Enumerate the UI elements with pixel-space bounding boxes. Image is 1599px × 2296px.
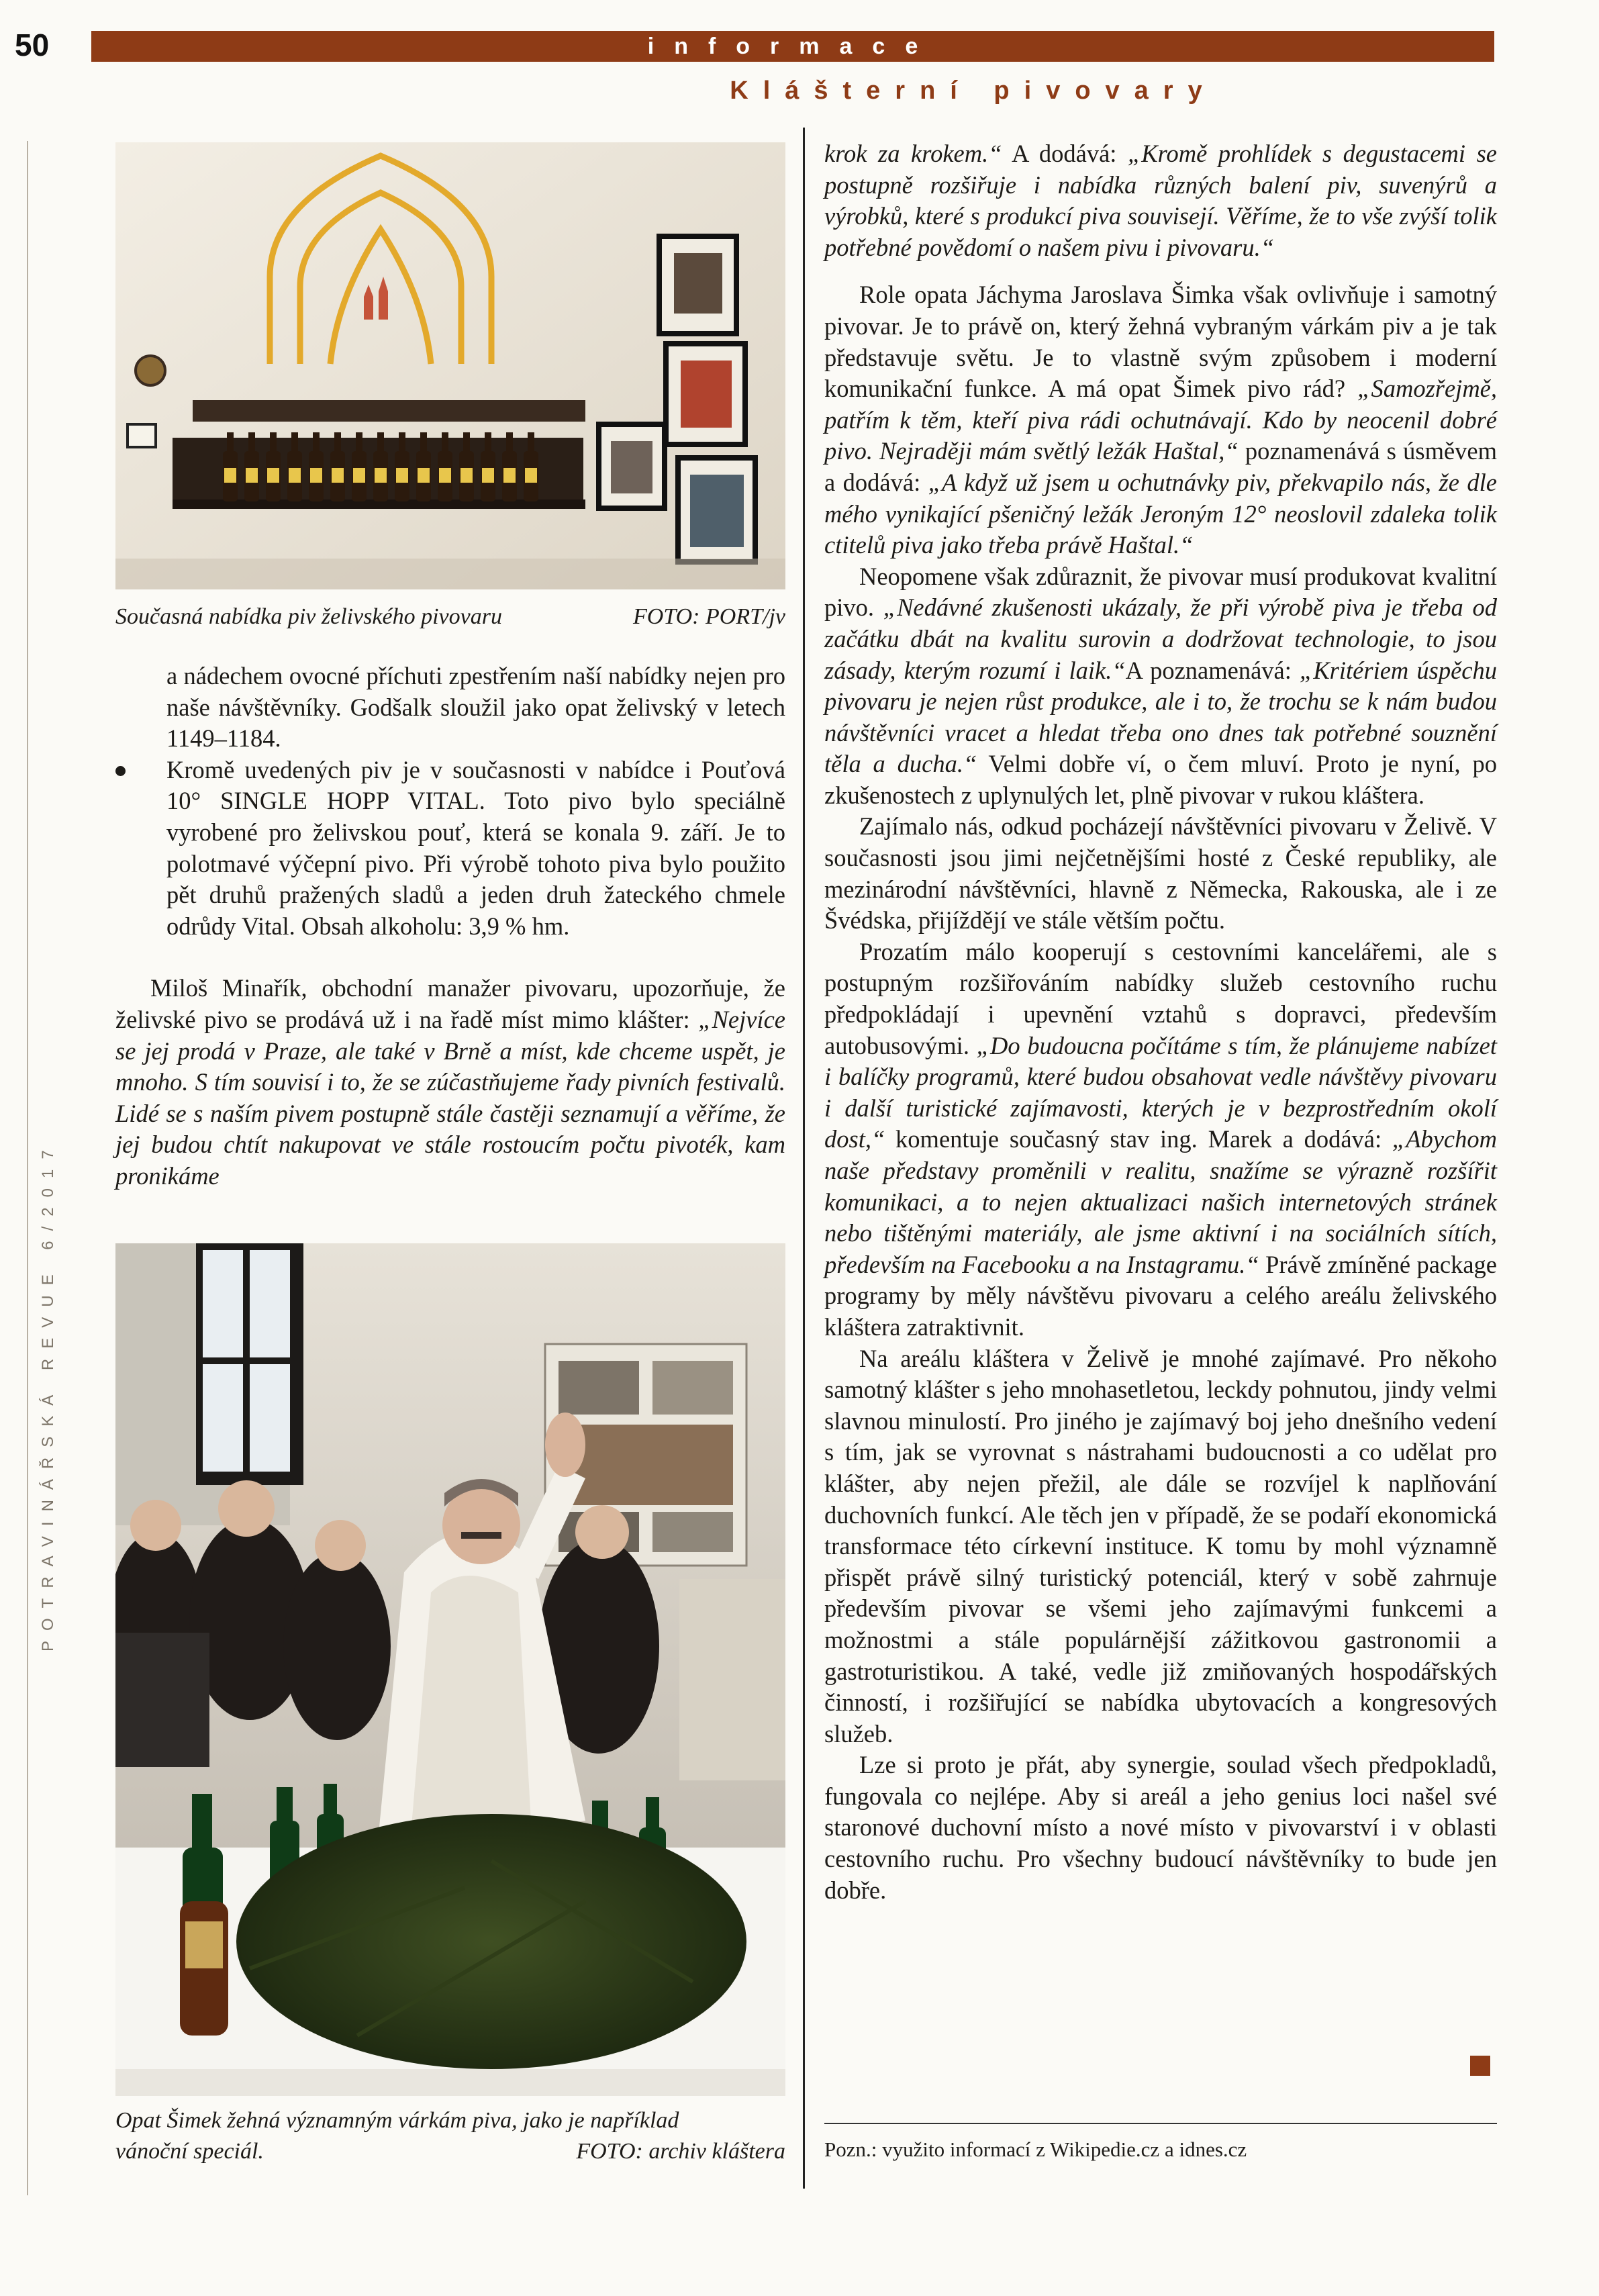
paragraph-text: Miloš Minařík, obchodní manažer pivovaru, upozorňuje, že želivské pivo se prodává už i na řadě míst mimo klášter: <box>115 974 785 1033</box>
paragraph <box>115 973 785 1192</box>
beer-shelf-photo <box>115 142 785 589</box>
paragraph-text: A poznamenává: <box>1125 656 1300 684</box>
end-of-article-marker <box>1470 2056 1490 2076</box>
margin-rule <box>27 141 28 2195</box>
footnote-rule <box>824 2123 1497 2124</box>
paragraph <box>824 138 1497 263</box>
quote-text: „Kritériem úspěchu pivovaru je nejen růst produkce, ale i to, že trochu se k nám budou návštěvníci vracet a hledat třeba ono dnes tak potřebné souznění těla a ducha.“ <box>824 656 1497 778</box>
paragraph-text: komentuje současný stav ing. Marek a dodává: <box>885 1125 1392 1153</box>
photo2-caption-text: vánoční speciál. <box>115 2139 264 2164</box>
paragraph-text: poznamenává s úsměvem a dodává: <box>824 437 1498 496</box>
abbot-blessing-photo <box>115 1243 785 2096</box>
article-title: Klášterní pivovary <box>730 77 1217 105</box>
journal-name-vertical: POTRAVINÁŘSKÁ REVUE 6/2017 <box>39 1140 57 1652</box>
paragraph-text: Neopomene však zdůraznit, že pivovar musí produkovat kvalitní pivo. <box>824 562 1497 622</box>
column-divider <box>803 128 805 2189</box>
photo2-caption <box>115 2105 785 2167</box>
photo1-caption-credit: FOTO: PORT/jv <box>633 604 785 629</box>
photo2-caption-line2 <box>115 2136 785 2167</box>
paragraph-text: Velmi dobře ví, o čem mluví. Proto je nyní, po zkušenostech z uplynulých let, plně pivovar v rukou kláštera. <box>824 750 1497 809</box>
quote-text: „Nedávné zkušenosti ukázaly, že při výrobě piva je třeba od začátku dbát na kvalitu surovin a dodržovat technologie, to jsou zásady, kterým rozumí i laik.“ <box>824 593 1497 684</box>
section-banner: informace <box>91 31 1494 62</box>
quote-text: „Do budoucna počítáme s tím, že plánujeme nabízet i balíčky programů, které budou obsahovat vedle návštěvy pivovaru i další turistické zajímavosti, kterých je v bezprostředním okolí dost,“ <box>824 1031 1498 1153</box>
footnote: Pozn.: využito informací z Wikipedie.cz a idnes.cz <box>824 2138 1247 2161</box>
bullet-icon <box>115 766 126 776</box>
bullet-item <box>115 755 785 943</box>
paragraph-text: Právě zmíněné package programy by měly návštěvu pivovaru a celého areálu želivského kláštera zatraktivnit. <box>824 1250 1497 1341</box>
quote-text: „A když už jsem u ochutnávky piv, překvapilo nás, že dle mého vynikající pšeničný ležák Jeroným 12° neoslovil zdaleka tolik ctitelů piva jako třeba právě Haštal.“ <box>824 468 1497 559</box>
quote-text: „Nejvíce se jej prodá v Praze, ale také v Brně a míst, kde chceme uspět, je mnoho. S tím souvisí i to, že se zúčastňujeme řady pivních festivalů. Lidé se s naším pivem postupně stále častěji seznamují a věříme, že jej budou chtít nakupovat ve stále rostoucím počtu pivoték, kam pronikáme <box>115 1005 785 1190</box>
photo2-caption-line1: Opat Šimek žehná významným várkám piva, jako je například <box>115 2108 679 2133</box>
paragraph <box>824 561 1497 812</box>
paragraph: Zajímalo nás, odkud pocházejí návštěvníci pivovaru v Želivě. V současnosti jsou jimi nejčetnějšími hosté z České republiky, ale mezinárodní návštěvníci, hlavně z Německa, Rakouska, ale i ze Švédska, přijíždějí ve stále větším počtu. <box>824 812 1497 935</box>
page-number: 50 <box>15 28 50 62</box>
photo2-caption-credit: FOTO: archiv kláštera <box>576 2139 785 2164</box>
bullet-text: Kromě uvedených piv je v současnosti v nabídce i Pouťová 10° SINGLE HOPP VITAL. Toto pivo bylo speciálně vyrobené pro želivskou pouť, která se konala 9. září. Je to polotmavé výčepní pivo. Při výrobě tohoto piva bylo použito pět druhů pražených sladů a jeden druh žateckého chmele odrůdy Vital. Obsah alkoholu: 3,9 % hm. <box>166 755 785 940</box>
quote-text: „Kromě prohlídek s degustacemi se postupně rozšiřuje i nabídka různých balení piv, suvenýrů a výrobků, které s produkcí piva souvisejí. Věříme, že to vše zvýší tolik potřebné povědomí o našem pivu i pivovaru.“ <box>824 140 1497 261</box>
bullet-continuation: a nádechem ovocné příchuti zpestřením naší nabídky nejen pro naše návštěvníky. Godšalk sloužil jako opat želivský v letech 1149–1184. <box>166 662 785 753</box>
photo1-caption-text: Současná nabídka piv želivského pivovaru <box>115 604 502 629</box>
paragraph-text: A dodává: <box>1002 140 1128 167</box>
paragraph: Lze si proto je přát, aby synergie, soulad všech předpokladů, fungovala co nejlépe. Aby si areál a jeho genius loci našel své staronové duchovní místo a nové místo v pivovarství i v oblasti cestovního ruchu. Pro všechny budoucí návštěvníky to bude jen dobře. <box>824 1751 1497 1904</box>
paragraph-text: Role opata Jáchyma Jaroslava Šimka však ovlivňuje i samotný pivovar. Je to právě on, který žehná vybraným várkám piv a je tak představuje světu. Je to vlastně svým způsobem i moderní komunikační funkce. A má opat Šimek pivo rád? <box>824 281 1497 403</box>
paragraph: Na areálu kláštera v Želivě je mnohé zajímavé. Pro někoho samotný klášter s jeho mnohasetletou, leckdy pohnutou, jindy velmi slavnou minulostí. Pro jiného je zajímavý boj jeho dnešního vedení s tím, jak se vyrovnat s nástrahami budoucnosti a co udělat pro klášter, aby nejen přežil, ale dále se rozvíjel k naplňování duchovních funkcí. Ale těch jen v případě, že se podaří ekonomická transformace této církevní instituce. K tomu by mohl významně přispět právě silný turistický potenciál, který v sobě zahrnuje především pivovar se všemi jeho zajímavými funkcemi a možnostmi a stále populárnější zážitkovou gastronomii a gastroturistikou. A také, vedle již zmiňovaných hospodářských činností, i rozšiřující se nabídka ubytovacích a kongresových služeb. <box>824 1344 1497 1748</box>
paragraph <box>824 279 1497 561</box>
paragraph <box>824 937 1497 1343</box>
right-column-text <box>824 138 1497 1906</box>
photo1-caption <box>115 602 785 632</box>
quote-text: krok za krokem.“ <box>824 140 1002 167</box>
quote-text: „Abychom naše představy proměnili v realitu, snažíme se výrazně rozšířit komunikaci, a to nejen aktualizaci našich internetových stránek nebo tištěnými materiály, ale jsme aktivní i na sociálních sítích, především na Facebooku a na Instagramu.“ <box>824 1125 1497 1278</box>
paragraph-text: Prozatím málo kooperují s cestovními kancelářemi, ale s postupným rozšiřováním nabídky služeb cestovního ruchu předpokládají i upevnění vztahů s dopravci, především autobusovými. <box>824 937 1497 1059</box>
quote-text: „Samozřejmě, patřím k těm, kteří piva rádi ochutnávají. Kdo by neocenil dobré pivo. Nejraději mám světlý ležák Haštal,“ <box>824 375 1497 465</box>
left-column-text <box>115 661 785 1192</box>
